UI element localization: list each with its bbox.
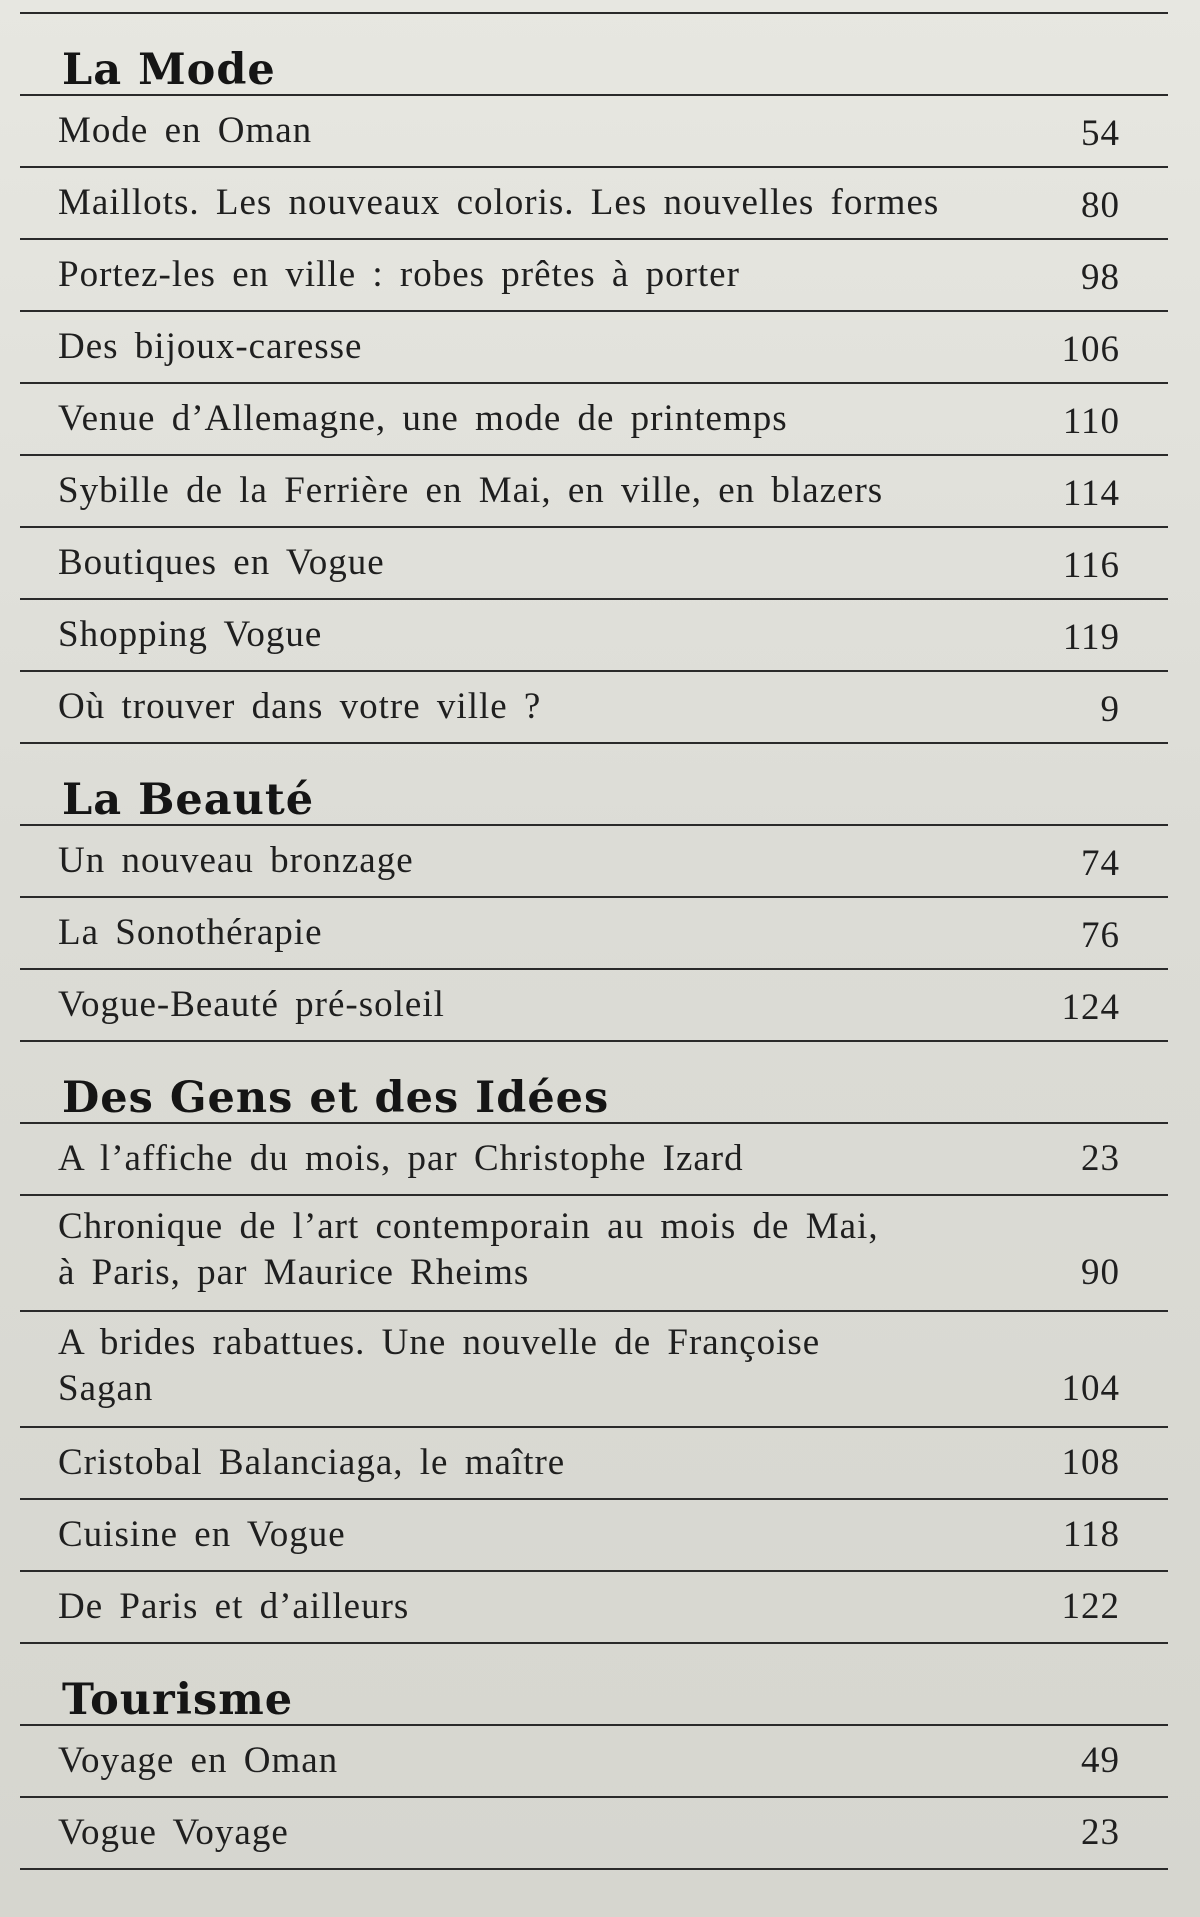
toc-entry[interactable] xyxy=(20,1312,1168,1428)
entry-page-number: 74 xyxy=(1081,843,1120,884)
entry-title: Des bijoux-caresse xyxy=(58,326,363,367)
entry-page-number: 54 xyxy=(1081,113,1120,154)
entry-page-number: 23 xyxy=(1081,1812,1120,1853)
toc-entry[interactable] xyxy=(20,456,1168,528)
entry-title: Où trouver dans votre ville ? xyxy=(58,686,542,727)
toc-entry[interactable] xyxy=(20,1798,1168,1870)
entry-page-number: 122 xyxy=(1061,1586,1120,1627)
toc-entry[interactable] xyxy=(20,672,1168,744)
entry-title: Chronique de l’art contemporain au mois de Mai, à Paris, par Maurice Rheims xyxy=(58,1206,879,1293)
entry-title: La Sonothérapie xyxy=(58,912,323,953)
toc-entry[interactable] xyxy=(20,1500,1168,1572)
entry-page-number: 9 xyxy=(1100,689,1120,730)
toc-entry[interactable] xyxy=(20,1572,1168,1644)
entry-page-number: 110 xyxy=(1062,401,1120,442)
entry-page-number: 98 xyxy=(1081,257,1120,298)
entry-title: Cristobal Balanciaga, le maître xyxy=(58,1442,566,1483)
entry-title: Boutiques en Vogue xyxy=(58,542,385,583)
section-title: La Beauté xyxy=(20,744,1168,826)
entry-page-number: 119 xyxy=(1062,617,1120,658)
toc-entry[interactable] xyxy=(20,168,1168,240)
section-title: Des Gens et des Idées xyxy=(20,1042,1168,1124)
entry-title: Venue d’Allemagne, une mode de printemps xyxy=(58,398,788,439)
section-des-gens-et-des-idees xyxy=(20,1042,1168,1644)
entry-title: Portez-les en ville : robes prêtes à porter xyxy=(58,254,740,295)
entry-title: Vogue Voyage xyxy=(58,1812,289,1853)
entry-page-number: 80 xyxy=(1081,185,1120,226)
entry-page-number: 90 xyxy=(1081,1252,1120,1293)
toc-entry[interactable] xyxy=(20,240,1168,312)
toc-entry[interactable] xyxy=(20,1726,1168,1798)
entry-title: Sybille de la Ferrière en Mai, en ville, en blazers xyxy=(58,470,884,511)
entry-page-number: 108 xyxy=(1061,1442,1120,1483)
toc-entry[interactable] xyxy=(20,384,1168,456)
section-la-mode xyxy=(20,14,1168,744)
entry-title: Maillots. Les nouveaux coloris. Les nouvelles formes xyxy=(58,182,940,223)
entry-page-number: 49 xyxy=(1081,1740,1120,1781)
entry-title: A l’affiche du mois, par Christophe Izard xyxy=(58,1138,744,1179)
toc-entry[interactable] xyxy=(20,826,1168,898)
entry-title: Mode en Oman xyxy=(58,110,313,151)
entry-title: Un nouveau bronzage xyxy=(58,840,414,881)
entry-page-number: 106 xyxy=(1061,329,1120,370)
toc-entry[interactable] xyxy=(20,898,1168,970)
entry-page-number: 104 xyxy=(1061,1368,1120,1409)
entry-page-number: 76 xyxy=(1081,915,1120,956)
entry-title: A brides rabattues. Une nouvelle de Françoise Sagan xyxy=(58,1322,821,1409)
toc-entry[interactable] xyxy=(20,96,1168,168)
toc-entry[interactable] xyxy=(20,1196,1168,1312)
toc-entry[interactable] xyxy=(20,1124,1168,1196)
toc-entry[interactable] xyxy=(20,1428,1168,1500)
toc-entry[interactable] xyxy=(20,970,1168,1042)
entry-title: Voyage en Oman xyxy=(58,1740,339,1781)
entry-title: De Paris et d’ailleurs xyxy=(58,1586,410,1627)
section-tourisme xyxy=(20,1644,1168,1870)
entry-page-number: 124 xyxy=(1061,987,1120,1028)
entry-title: Vogue-Beauté pré-soleil xyxy=(58,984,445,1025)
section-title: Tourisme xyxy=(20,1644,1168,1726)
section-title: La Mode xyxy=(20,14,1168,96)
toc-entry[interactable] xyxy=(20,312,1168,384)
toc-entry[interactable] xyxy=(20,528,1168,600)
entry-title: Shopping Vogue xyxy=(58,614,323,655)
section-la-beaute xyxy=(20,744,1168,1042)
entry-title: Cuisine en Vogue xyxy=(58,1514,346,1555)
entry-page-number: 23 xyxy=(1081,1138,1120,1179)
entry-page-number: 114 xyxy=(1062,473,1120,514)
entry-page-number: 118 xyxy=(1062,1514,1120,1555)
entry-page-number: 116 xyxy=(1062,545,1120,586)
table-of-contents xyxy=(20,12,1168,1870)
toc-entry[interactable] xyxy=(20,600,1168,672)
